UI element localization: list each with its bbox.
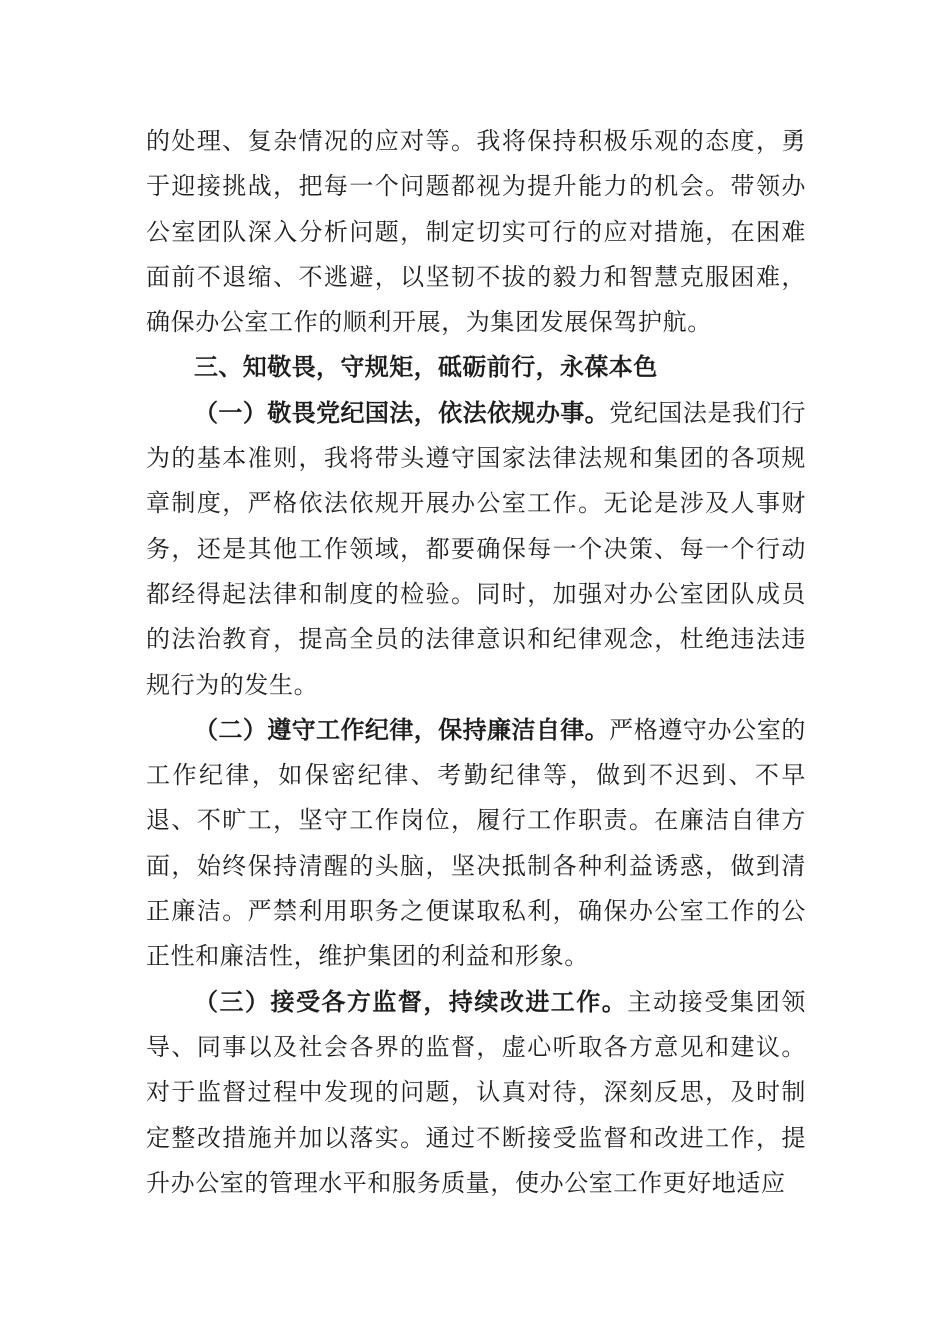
paragraph-text: 严格遵守办公室的工作纪律，如保密纪律、考勤纪律等，做到不迟到、不早退、不旷工，坚守工作岗位，履行工作职责。在廉洁自律方面，始终保持清醒的头脑，坚决抵制各种利益诱惑，做到清正廉洁。严禁利用职务之便谋取私利，确保办公室工作的公正性和廉洁性，维护集团的利益和形象。 <box>146 715 806 971</box>
paragraph-lead: （三）接受各方监督，持续改进工作。 <box>194 987 628 1016</box>
section-heading: 三、知敬畏，守规矩，砥砺前行，永葆本色 <box>194 353 658 382</box>
paragraph-text: 主动接受集团领导、同事以及社会各界的监督，虚心听取各方意见和建议。对于监督过程中发现的问题，认真对待，深刻反思，及时制定整改措施并加以落实。通过不断接受监督和改进工作，提升办公室的管理水平和服务质量，使办公室工作更好地适应 <box>146 987 806 1197</box>
paragraph-item-3 <box>146 980 806 1206</box>
paragraph-lead: （一）敬畏党纪国法，依法依规办事。 <box>194 398 610 427</box>
paragraph-continuation <box>146 119 806 345</box>
paragraph-text: 的处理、复杂情况的应对等。我将保持积极乐观的态度，勇于迎接挑战，把每一个问题都视为提升能力的机会。带领办公室团队深入分析问题，制定切实可行的应对措施，在困难面前不退缩、不逃避，以坚韧不拔的毅力和智慧克服困难，确保办公室工作的顺利开展，为集团发展保驾护航。 <box>146 127 806 337</box>
paragraph-item-1 <box>146 391 806 708</box>
paragraph-text: 党纪国法是我们行为的基本准则，我将带头遵守国家法律法规和集团的各项规章制度，严格依法依规开展办公室工作。无论是涉及人事财务，还是其他工作领域，都要确保每一个决策、每一个行动都经得起法律和制度的检验。同时，加强对办公室团队成员的法治教育，提高全员的法律意识和纪律观念，杜绝违法违规行为的发生。 <box>146 398 806 699</box>
paragraph-lead: （二）遵守工作纪律，保持廉洁自律。 <box>194 715 610 744</box>
paragraph-item-2 <box>146 708 806 980</box>
document-body <box>146 119 806 1206</box>
